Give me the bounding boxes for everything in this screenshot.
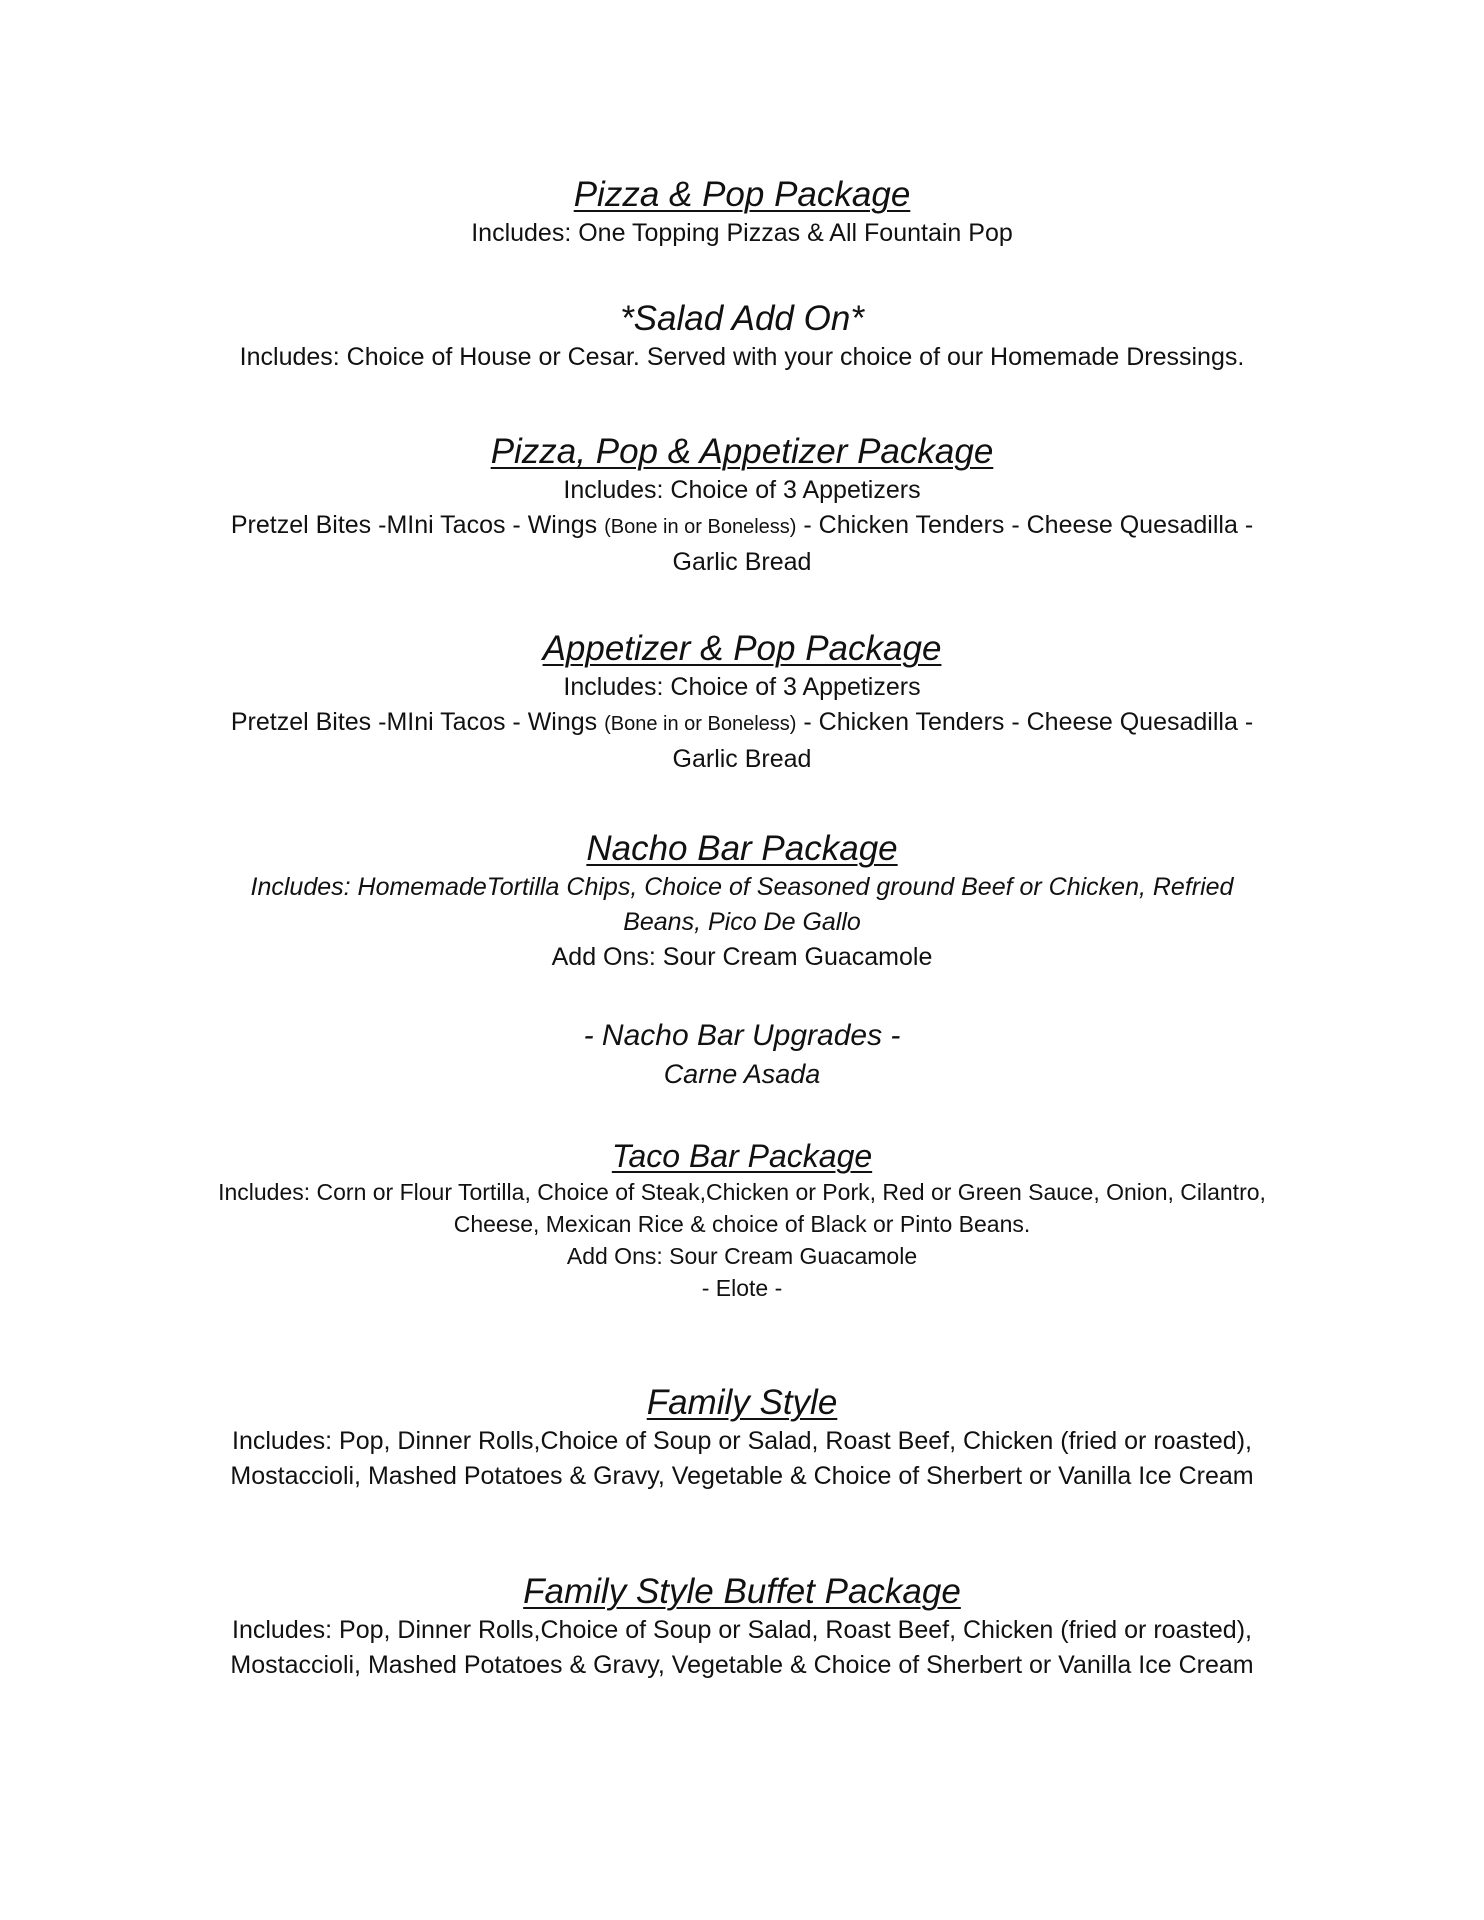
family-style-includes-line2: Mostaccioli, Mashed Potatoes & Gravy, Vegetable & Choice of Sherbert or Vanilla Ice Cream <box>230 1462 1254 1490</box>
nacho-bar-upgrades-section <box>150 1016 1334 1092</box>
pizza-pop-package-includes: Includes: One Topping Pizzas & All Fountain Pop <box>471 219 1013 247</box>
pizza-pop-appetizer-items: Pretzel Bites -MIni Tacos - Wings (Bone in or Boneless) - Chicken Tenders - Cheese Quesadilla - <box>230 511 1254 539</box>
nacho-bar-section <box>150 828 1334 975</box>
nacho-bar-upgrades-title: - Nacho Bar Upgrades - <box>583 1019 901 1052</box>
pizza-pop-package-section <box>150 174 1334 251</box>
pizza-pop-package-title: Pizza & Pop Package <box>573 175 911 214</box>
family-style-buffet-includes-line2: Mostaccioli, Mashed Potatoes & Gravy, Vegetable & Choice of Sherbert or Vanilla Ice Cream <box>230 1651 1254 1679</box>
family-style-title: Family Style <box>646 1383 838 1422</box>
nacho-bar-title: Nacho Bar Package <box>586 829 898 868</box>
taco-bar-includes-line1: Includes: Corn or Flour Tortilla, Choice of Steak,Chicken or Pork, Red or Green Sauce, Onion, Cilantro, <box>218 1179 1266 1205</box>
taco-bar-extra: - Elote - <box>701 1275 783 1301</box>
taco-bar-includes-line2: Cheese, Mexican Rice & choice of Black or Pinto Beans. <box>453 1211 1031 1237</box>
nacho-bar-includes-line1: Includes: HomemadeTortilla Chips, Choice of Seasoned ground Beef or Chicken, Refried <box>250 873 1234 901</box>
taco-bar-add-ons: Add Ons: Sour Cream Guacamole <box>566 1243 918 1269</box>
family-style-section <box>150 1382 1334 1494</box>
family-style-buffet-includes-line1: Includes: Pop, Dinner Rolls,Choice of Soup or Salad, Roast Beef, Chicken (fried or roasted), <box>232 1616 1252 1644</box>
appetizer-pop-title: Appetizer & Pop Package <box>542 629 942 668</box>
salad-add-on-title: *Salad Add On* <box>620 299 864 338</box>
appetizer-pop-items: Pretzel Bites -MIni Tacos - Wings (Bone in or Boneless) - Chicken Tenders - Cheese Quesadilla - <box>230 708 1254 736</box>
pizza-pop-appetizer-items-cont: Garlic Bread <box>672 548 812 576</box>
nacho-bar-includes-line2: Beans, Pico De Gallo <box>623 908 861 936</box>
taco-bar-title: Taco Bar Package <box>611 1138 873 1174</box>
appetizer-pop-section <box>150 628 1334 777</box>
family-style-buffet-title: Family Style Buffet Package <box>523 1572 961 1611</box>
family-style-includes-line1: Includes: Pop, Dinner Rolls,Choice of Soup or Salad, Roast Beef, Chicken (fried or roasted), <box>232 1427 1252 1455</box>
appetizer-pop-items-cont: Garlic Bread <box>672 745 812 773</box>
pizza-pop-appetizer-includes: Includes: Choice of 3 Appetizers <box>563 476 921 504</box>
family-style-buffet-section <box>150 1571 1334 1683</box>
taco-bar-section <box>150 1136 1334 1304</box>
salad-add-on-includes: Includes: Choice of House or Cesar. Served with your choice of our Homemade Dressings. <box>239 343 1245 371</box>
pizza-pop-appetizer-section <box>150 431 1334 580</box>
salad-add-on-section <box>150 298 1334 375</box>
nacho-bar-upgrades-item: Carne Asada <box>663 1059 821 1089</box>
pizza-pop-appetizer-title: Pizza, Pop & Appetizer Package <box>490 432 994 471</box>
appetizer-pop-includes: Includes: Choice of 3 Appetizers <box>563 673 921 701</box>
nacho-bar-add-ons: Add Ons: Sour Cream Guacamole <box>551 943 933 971</box>
